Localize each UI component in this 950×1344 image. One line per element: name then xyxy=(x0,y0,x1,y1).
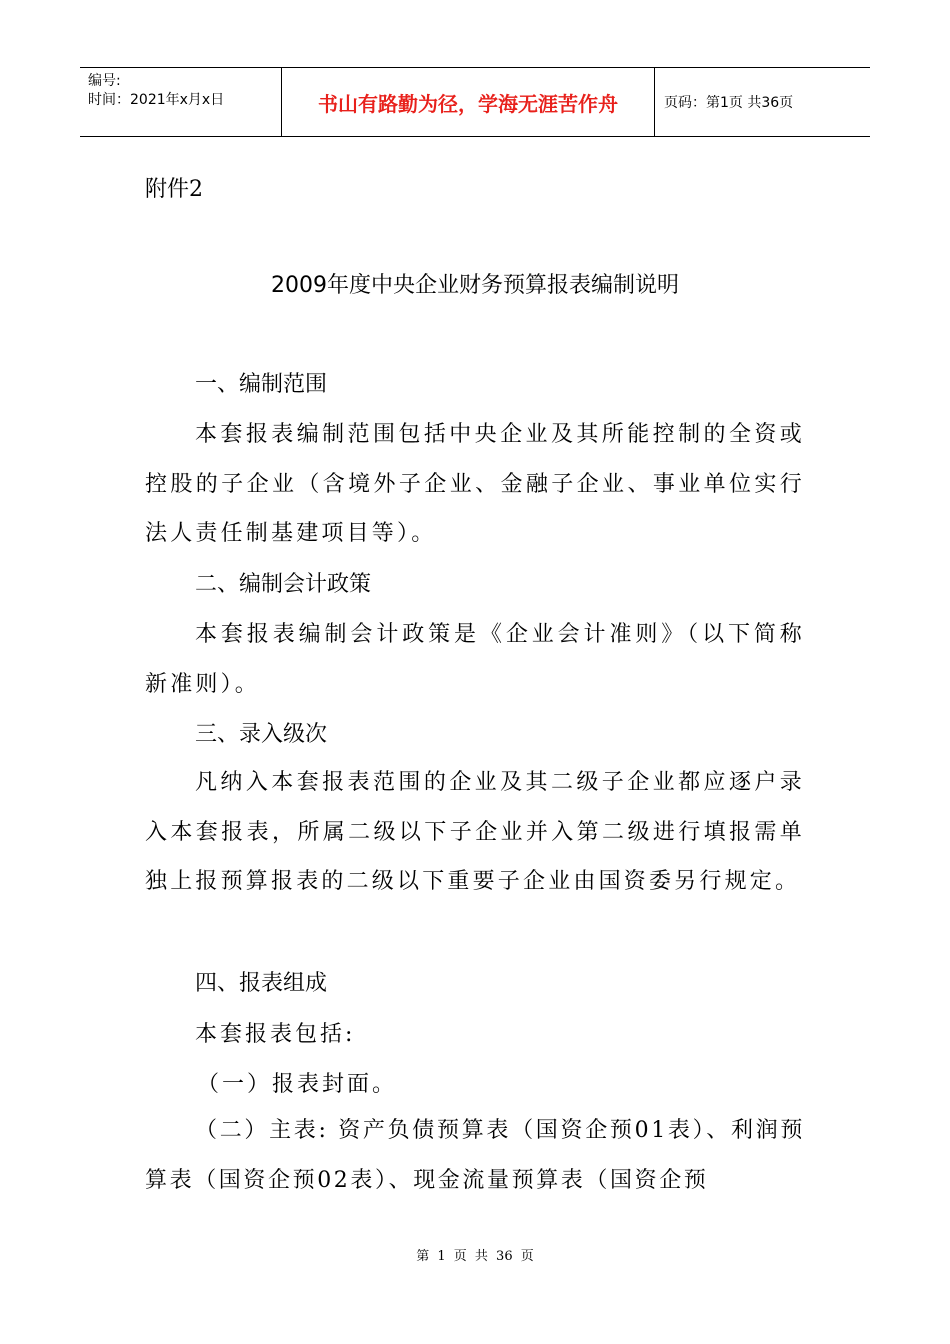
header-number-label: 编号: xyxy=(88,73,121,89)
header-date: 时间：2021年x月x日 xyxy=(88,92,225,108)
section-4-intro: 本套报表包括: xyxy=(195,1022,356,1047)
section-2-heading: 二、编制会计政策 xyxy=(195,572,372,597)
section-3-text: 凡纳入本套报表范围的企业及其二级子企业都应逐户录入本套报表，所属二级以下子企业并入第二级进行填报需单独上报预算报表的二级以下重要子企业由国资委另行规定。 xyxy=(145,770,805,894)
section-4-heading: 四、报表组成 xyxy=(195,971,328,996)
section-1-text: 本套报表编制范围包括中央企业及其所能控制的全资或控股的子企业（含境外子企业、金融子企业、事业单位实行法人责任制基建项目等）。 xyxy=(145,422,805,546)
page-footer: 第 1 页 共 36 页 xyxy=(416,1249,534,1264)
header-page-info: 页码：第1页 共36页 xyxy=(664,95,794,111)
section-4-item-1: （一）报表封面。 xyxy=(197,1072,398,1097)
document-title: 2009年度中央企业财务预算报表编制说明 xyxy=(271,273,679,298)
section-4-item-2: （二）主表: 资产负债预算表（国资企预01表）、利润预算表（国资企预02表）、现金流量预算表（国资企预 xyxy=(145,1118,805,1193)
section-1-heading: 一、编制范围 xyxy=(195,372,328,397)
header-meta xyxy=(88,72,278,110)
section-3-heading: 三、录入级次 xyxy=(195,722,328,747)
annex-label: 附件2 xyxy=(145,177,203,202)
page-header xyxy=(80,67,870,137)
header-motto: 书山有路勤为径，学海无涯苦作舟 xyxy=(281,68,655,136)
section-2-text: 本套报表编制会计政策是《企业会计准则》（以下简称新准则）。 xyxy=(145,622,805,697)
